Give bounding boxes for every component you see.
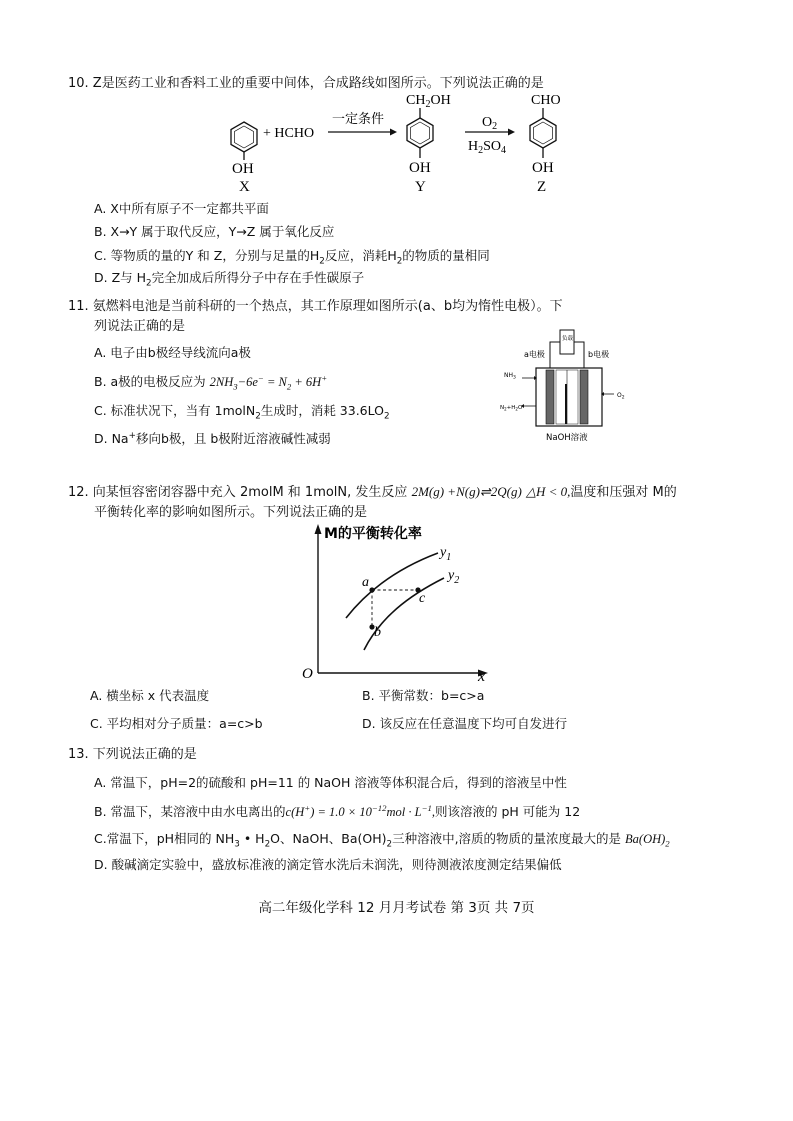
q10-option-c: C. 等物质的量的Y 和 Z，分别与足量的$H_2$反应，消耗$H_2$的物质的量相同 [94,248,490,267]
q12-option-c: C. 平均相对分子质量：a=c>b [90,716,263,731]
o2-inlet-label: $O_2$ [617,392,625,401]
molecule-x [231,122,257,160]
q13-option-a: A. 常温下，pH=2的硫酸和 pH=11 的 NaOH 溶液等体积混合后，得到的溶液呈中性 [94,775,567,790]
q11-option-c: C. 标准状况下，当有 1molN$_2$生成时，消耗 $33.6LO_2$ [94,403,390,422]
q10-reaction-scheme [220,90,580,195]
q13-option-b: B. 常温下，某溶液中由水电离出的$c(H^+) = 1.0 \times 10^{-12}mol \cdot L^{-1}$,则该溶液的 pH 可能为 12 [94,802,581,819]
naoh-solution-label: NaOH溶液 [546,433,588,443]
condition-label: 一定条件 [332,112,385,127]
nh3-inlet-label: $NH_3$ [504,372,516,381]
q13-option-c: C.常温下，pH相同的 $NH_3$ • $H_2O$、NaOH、$Ba(OH)_2$三种溶液中,溶质的物质的量浓度最大的是 $Ba(OH)_2$ [94,831,670,850]
q12-option-b: B. 平衡常数：b=c>a [362,688,485,703]
q13-stem: 13. 下列说法正确的是 [68,747,197,762]
n2-h2o-outlet-label: $N_2+H_2O$ [500,405,523,412]
z-label: Z [537,179,547,195]
origin-label: O [302,666,313,682]
q11-option-b: B. a极的电极反应为 $2NH_3-6e^- = N_2 + 6H^+$ [94,372,328,392]
q11-option-d: D. Na+移向b极，且 b极附近溶液碱性减弱 [94,430,331,446]
q10-option-a: A. X中所有原子不一定都共平面 [94,201,269,216]
curve-y1-label: $y_1$ [440,545,452,563]
x-label: X [239,179,250,195]
q10-stem: 10. Z是医药工业和香料工业的重要中间体，合成路线如图所示。下列说法正确的是 [68,76,544,91]
q13-option-d: D. 酸碱滴定实验中，盛放标准液的滴定管水洗后未润洗，则待测液浓度测定结果偏低 [94,857,562,872]
curve-y2-label: $y_2$ [448,568,460,586]
o2-condition: $O_2$ [482,115,498,132]
point-a-label: a [362,575,369,590]
q10-option-b: B. X→Y 属于取代反应，Y→Z 属于氧化反应 [94,224,335,239]
q11-stem-line1: 11. 氨燃料电池是当前科研的一个热点，其工作原理如图所示(a、b均为惰性电极）。下 [68,299,563,314]
point-a [369,587,374,592]
page-footer: 高二年级化学科 12 月月考试卷 第 3页 共 7页 [258,900,535,916]
q12-stem-line2: 平衡转化率的影响如图所示。下列说法正确的是 [94,505,368,520]
h2so4-condition: $H_2SO_4$ [468,139,507,156]
x-oh-label: OH [232,161,254,177]
load-label: 负载 [562,336,574,342]
z-cho: CHO [531,93,561,108]
q10-option-d: D. Z与 $H_2$完全加成后所得分子中存在手性碳原子 [94,270,365,289]
a-electrode-label: a电极 [524,350,545,359]
q12-stem-line1: 12. 向某恒容密闭容器中充入 2molM 和 1molN, 发生反应 2M(g) +N(g)⇌2Q(g) △H < 0,温度和压强对 M的 [68,484,677,500]
molecule-y [407,108,433,158]
hcho-reagent: + HCHO [263,126,315,141]
x-axis-label: x [478,668,486,684]
q11-option-a: A. 电子由b极经导线流向a极 [94,345,251,360]
b-electrode-label: b电极 [588,350,610,359]
y-axis-label: M的平衡转化率 [324,526,422,542]
point-c-label: c [419,591,426,606]
conversion-graph [298,518,498,684]
z-oh-label: OH [532,160,554,176]
q11-stem-line2: 列说法正确的是 [94,319,186,334]
fuel-cell-diagram [500,328,640,446]
y-ch2oh: $CH_2OH$ [406,93,451,110]
molecule-z [530,108,556,158]
q12-option-a: A. 横坐标 x 代表温度 [90,688,210,703]
curve-y1 [346,553,438,618]
q12-option-d: D. 该反应在任意温度下均可自发进行 [362,716,568,731]
point-b-label: b [374,625,381,640]
y-label: Y [415,179,426,195]
y-oh-label: OH [409,160,431,176]
